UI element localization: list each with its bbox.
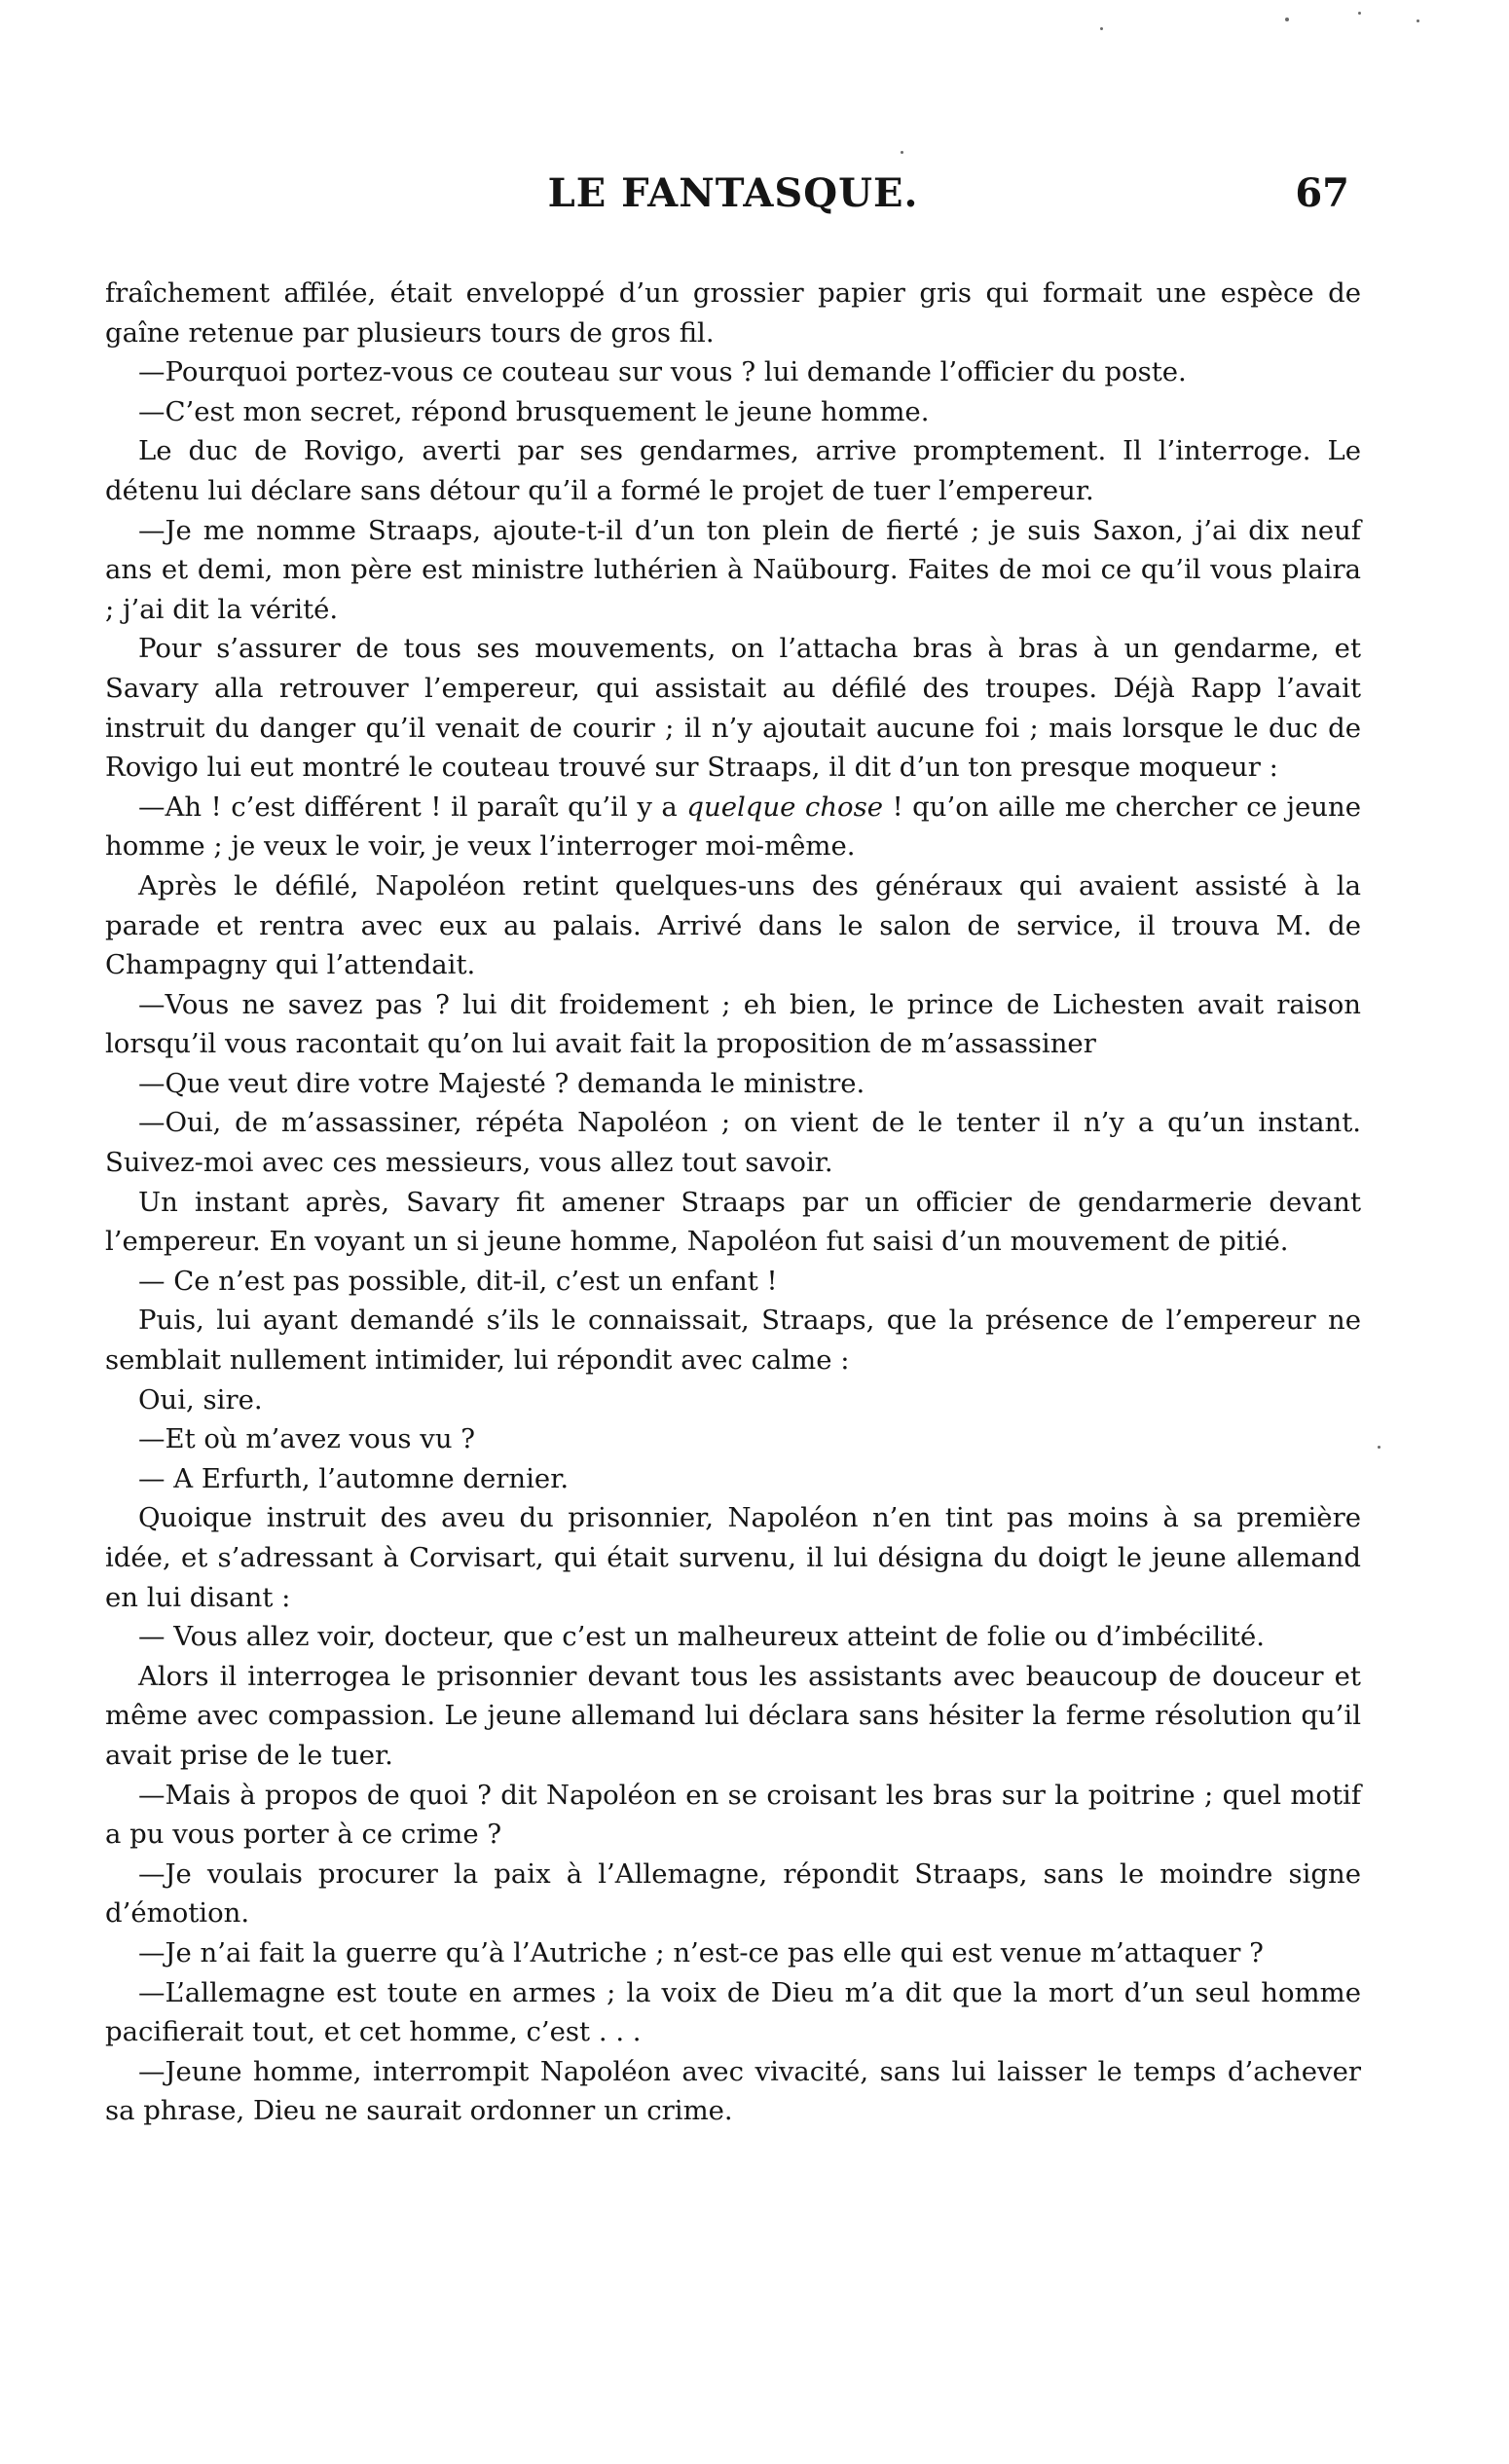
paragraph: — A Erfurth, l’automne dernier.: [138, 1462, 570, 1494]
italic-phrase: quelque chose: [686, 791, 883, 823]
scan-speck: [1378, 1446, 1380, 1449]
paragraph: fraîchement affilée, était enveloppé d’un grossier papier gris qui formait une espèce de gaîne retenue par plusieurs tours de gros fil.: [105, 277, 1361, 349]
paragraph: —Ah ! c’est différent ! il paraît qu’il y a quelque chose ! qu’on aille me chercher ce jeune homme ; je veux le voir, je veux l’interroger moi-même.: [105, 791, 1361, 863]
paragraph: —Je me nomme Straaps, ajoute-t-il d’un ton plein de fierté ; je suis Saxon, j’ai dix neuf ans et demi, mon père est ministre luthérien à Naübourg. Faites de moi ce qu’il vous plaira ; j’ai dit la vérité.: [105, 514, 1361, 625]
paragraph: —Vous ne savez pas ? lui dit froidement ; eh bien, le prince de Lichesten avait raison lorsqu’il vous racontait qu’on lui avait fait la proposition de m’assassiner: [105, 988, 1361, 1060]
paragraph: Puis, lui ayant demandé s’ils le connaissait, Straaps, que la présence de l’empereur ne semblait nullement intimider, lui répondit avec calme :: [105, 1305, 1361, 1377]
page-header: [105, 170, 1361, 233]
body-text: [105, 274, 1361, 2131]
book-page: [105, 170, 1361, 2131]
scan-speck: [1100, 27, 1103, 30]
paragraph: —Je voulais procurer la paix à l’Allemagne, répondit Straaps, sans le moindre signe d’émotion.: [105, 1857, 1361, 1930]
paragraph: —Que veut dire votre Majesté ? demanda le ministre.: [138, 1067, 865, 1099]
paragraph: —Jeune homme, interrompit Napoléon avec vivacité, sans lui laisser le temps d’achever sa phrase, Dieu ne saurait ordonner un crime.: [105, 2055, 1361, 2127]
running-title: LE FANTASQUE.: [547, 170, 919, 216]
scan-speck: [1417, 19, 1419, 22]
paragraph: — Ce n’est pas possible, dit-il, c’est un enfant !: [138, 1265, 778, 1297]
paragraph: Un instant après, Savary fit amener Straaps par un officier de gendarmerie devant l’empereur. En voyant un si jeune homme, Napoléon fut saisi d’un mouvement de pitié.: [105, 1186, 1361, 1258]
paragraph: —C’est mon secret, répond brusquement le jeune homme.: [138, 395, 930, 427]
scan-speck: [1285, 18, 1289, 21]
paragraph: Oui, sire.: [138, 1383, 263, 1416]
paragraph: Le duc de Rovigo, averti par ses gendarmes, arrive promptement. Il l’interroge. Le détenu lui déclare sans détour qu’il a formé le projet de tuer l’empereur.: [105, 435, 1361, 506]
paragraph: —Mais à propos de quoi ? dit Napoléon en se croisant les bras sur la poitrine ; quel motif a pu vous porter à ce crime ?: [105, 1779, 1361, 1851]
paragraph: —L’allemagne est toute en armes ; la voix de Dieu m’a dit que la mort d’un seul homme pacifierait tout, et cet homme, c’est . . .: [105, 1976, 1361, 2048]
paragraph: —Et où m’avez vous vu ?: [138, 1423, 476, 1455]
paragraph: —Oui, de m’assassiner, répéta Napoléon ; on vient de le tenter il n’y a qu’un instant. Suivez-moi avec ces messieurs, vous allez tout savoir.: [105, 1107, 1361, 1179]
paragraph: —Pourquoi portez-vous ce couteau sur vous ? lui demande l’officier du poste.: [138, 356, 1187, 388]
paragraph: Quoique instruit des aveu du prisonnier, Napoléon n’en tint pas moins à sa première idée, et s’adressant à Corvisart, qui était survenu, il lui désigna du doigt le jeune allemand en lui disant :: [105, 1502, 1361, 1613]
scan-speck: [901, 151, 903, 154]
scan-speck: [1358, 12, 1361, 15]
paragraph: —Je n’ai fait la guerre qu’à l’Autriche ; n’est-ce pas elle qui est venue m’attaquer ?: [138, 1936, 1264, 1968]
paragraph: Après le défilé, Napoléon retint quelques-uns des généraux qui avaient assisté à la parade et rentra avec eux au palais. Arrivé dans le salon de service, il trouva M. de Champagny qui l’attendait.: [105, 869, 1361, 981]
page-number: 67: [1295, 170, 1349, 216]
paragraph: Alors il interrogea le prisonnier devant tous les assistants avec beaucoup de douceur et même avec compassion. Le jeune allemand lui déclara sans hésiter la ferme résolution qu’il avait prise de le tuer.: [105, 1660, 1361, 1771]
paragraph: Pour s’assurer de tous ses mouvements, on l’attacha bras à bras à un gendarme, et Savary alla retrouver l’empereur, qui assistait au défilé des troupes. Déjà Rapp l’avait instruit du danger qu’il venait de courir ; il n’y ajoutait aucune foi ; mais lorsque le duc de Rovigo lui eut montré le couteau trouvé sur Straaps, il dit d’un ton presque moqueur :: [105, 633, 1361, 784]
paragraph: — Vous allez voir, docteur, que c’est un malheureux atteint de folie ou d’imbécilité.: [138, 1621, 1266, 1653]
